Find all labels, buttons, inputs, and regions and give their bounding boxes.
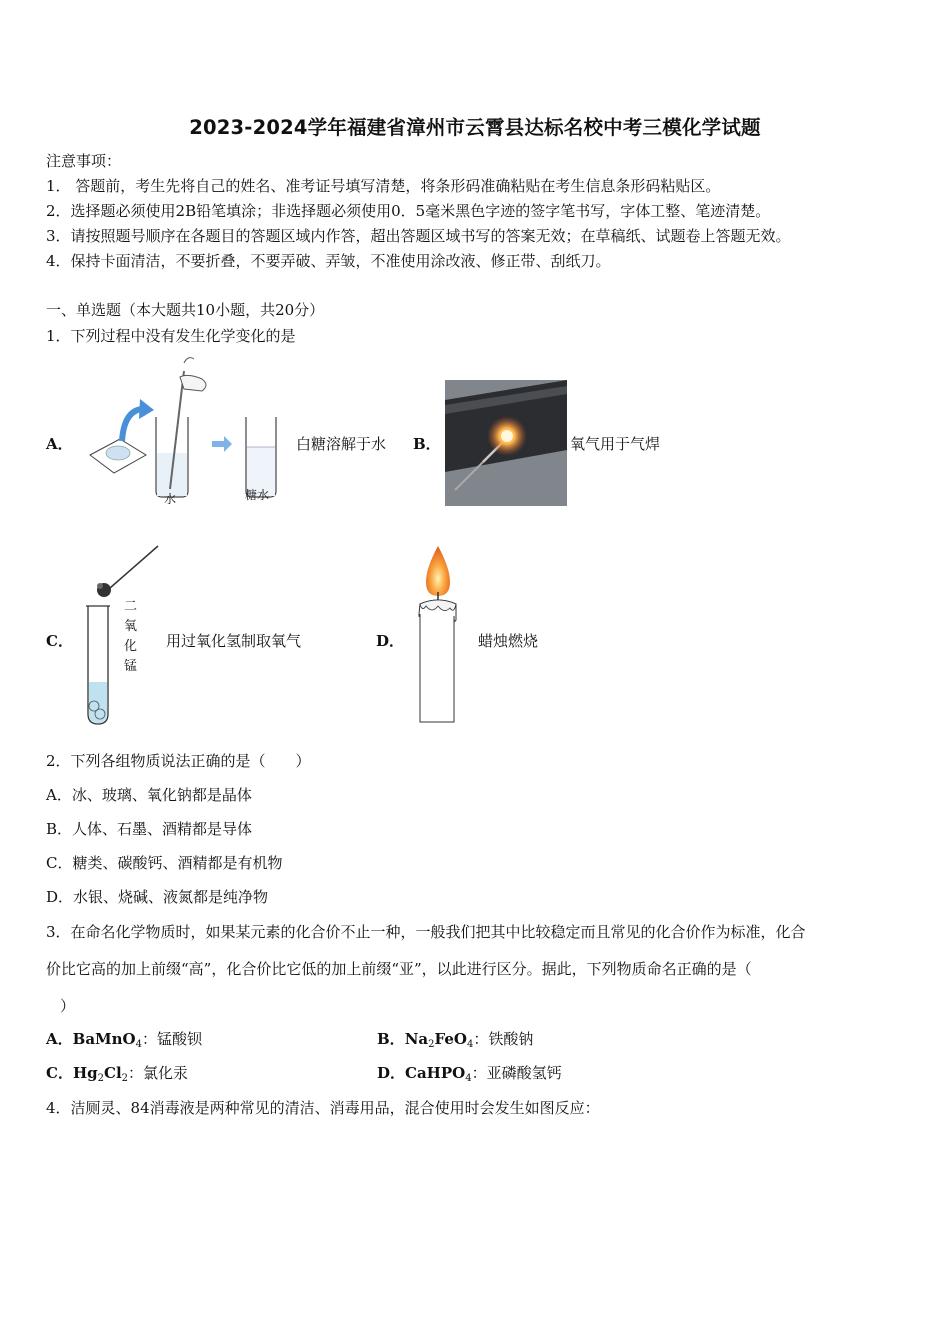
formula-subscript: 2 <box>428 1039 435 1050</box>
section-heading: 一、单选题（本大题共10小题，共20分） <box>46 301 325 319</box>
formula: CaHPO <box>405 1064 466 1082</box>
q3-stem-line2: 价比它高的加上前缀“高”，化合价比它低的加上前缀“亚”，以此进行区分。据此，下列物质命名正确的是（ <box>46 960 752 978</box>
notice-item: 3．请按照题号顺序在各题目的答题区域内作答，超出答题区域书写的答案无效；在草稿纸、试题卷上答题无效。 <box>46 227 791 245</box>
q3-option-c <box>46 1063 188 1083</box>
q2-option: C．糖类、碳酸钙、酒精都是有机物 <box>46 854 283 872</box>
label-sugar-water: 糖水 <box>245 488 270 502</box>
sugar-dissolving-figure <box>84 355 294 505</box>
notice-item: 1． 答题前，考生先将自己的姓名、准考证号填写清楚，将条形码准确粘贴在考生信息条形码粘贴区。 <box>46 177 721 195</box>
compound-name: ：亚磷酸氢钙 <box>471 1064 562 1082</box>
compound-name: ：锰酸钡 <box>142 1030 203 1048</box>
q1-option-c-text: 用过氧化氢制取氧气 <box>166 632 302 650</box>
formula-subscript: 2 <box>97 1073 104 1084</box>
formula-subscript: 4 <box>466 1039 474 1050</box>
compound-name: ：氯化汞 <box>128 1064 189 1082</box>
notice-heading: 注意事项： <box>46 152 122 170</box>
q1-option-a-letter: A． <box>46 435 73 453</box>
q2-option: D．水银、烧碱、液氮都是纯净物 <box>46 888 269 906</box>
q3-option-d <box>377 1063 562 1083</box>
label-mno2-char: 化 <box>124 639 138 654</box>
q1-option-a-text: 白糖溶解于水 <box>296 435 387 453</box>
compound-name: ：铁酸钠 <box>473 1030 534 1048</box>
label-mno2-char: 氧 <box>124 619 138 634</box>
q3-option-a-letter: A． <box>46 1030 73 1048</box>
q3-stem-line3: ） <box>60 997 76 1015</box>
q1-option-b-text: 氧气用于气焊 <box>570 435 661 453</box>
page-title: 2023-2024学年福建省漳州市云霄县达标名校中考三模化学试题 <box>189 116 761 139</box>
q3-option-d-letter: D． <box>377 1064 406 1082</box>
q1-stem: 1．下列过程中没有发生化学变化的是 <box>46 327 296 345</box>
formula: Na <box>404 1030 429 1048</box>
q3-option-b-letter: B． <box>377 1030 405 1048</box>
q1-option-d-letter: D． <box>376 632 405 650</box>
q3-option-a <box>46 1029 202 1049</box>
gas-welding-photo <box>445 380 567 506</box>
q3-option-b <box>377 1029 533 1049</box>
q3-option-c-letter: C． <box>46 1064 73 1082</box>
label-mno2 <box>124 597 137 677</box>
test-tube-mno2-figure <box>80 542 162 727</box>
notice-item: 2．选择题必须使用2B铅笔填涂；非选择题必须使用0．5毫米黑色字迹的签字笔书写，字体工整、笔迹清楚。 <box>46 202 771 220</box>
notice-item: 4．保持卡面清洁，不要折叠，不要弄破、弄皱，不准使用涂改液、修正带、刮纸刀。 <box>46 252 611 270</box>
q3-stem-line1: 3．在命名化学物质时，如果某元素的化合价不止一种，一般我们把其中比较稳定而且常见的化合价作为标准，化合 <box>46 923 806 941</box>
formula: FeO <box>434 1030 467 1048</box>
formula: BaMnO <box>72 1030 136 1048</box>
q1-option-d-text: 蜡烛燃烧 <box>478 632 539 650</box>
formula: Cl <box>104 1064 122 1082</box>
label-water: 水 <box>164 492 177 506</box>
q4-stem: 4．洁厕灵、84消毒液是两种常见的清洁、消毒用品，混合使用时会发生如图反应： <box>46 1099 600 1117</box>
q2-option: B．人体、石墨、酒精都是导体 <box>46 820 253 838</box>
label-mno2-char: 二 <box>124 599 138 614</box>
q2-option: A．冰、玻璃、氧化钠都是晶体 <box>46 786 252 804</box>
q1-option-b-letter: B． <box>413 435 441 453</box>
q2-stem: 2．下列各组物质说法正确的是（ ） <box>46 752 311 770</box>
formula-subscript: 2 <box>121 1073 129 1084</box>
q1-option-c-letter: C． <box>46 632 73 650</box>
candle-figure <box>410 542 470 724</box>
formula-subscript: 4 <box>135 1039 142 1050</box>
formula-subscript: 4 <box>465 1073 472 1084</box>
formula: Hg <box>72 1064 98 1082</box>
label-mno2-char: 锰 <box>124 659 138 674</box>
